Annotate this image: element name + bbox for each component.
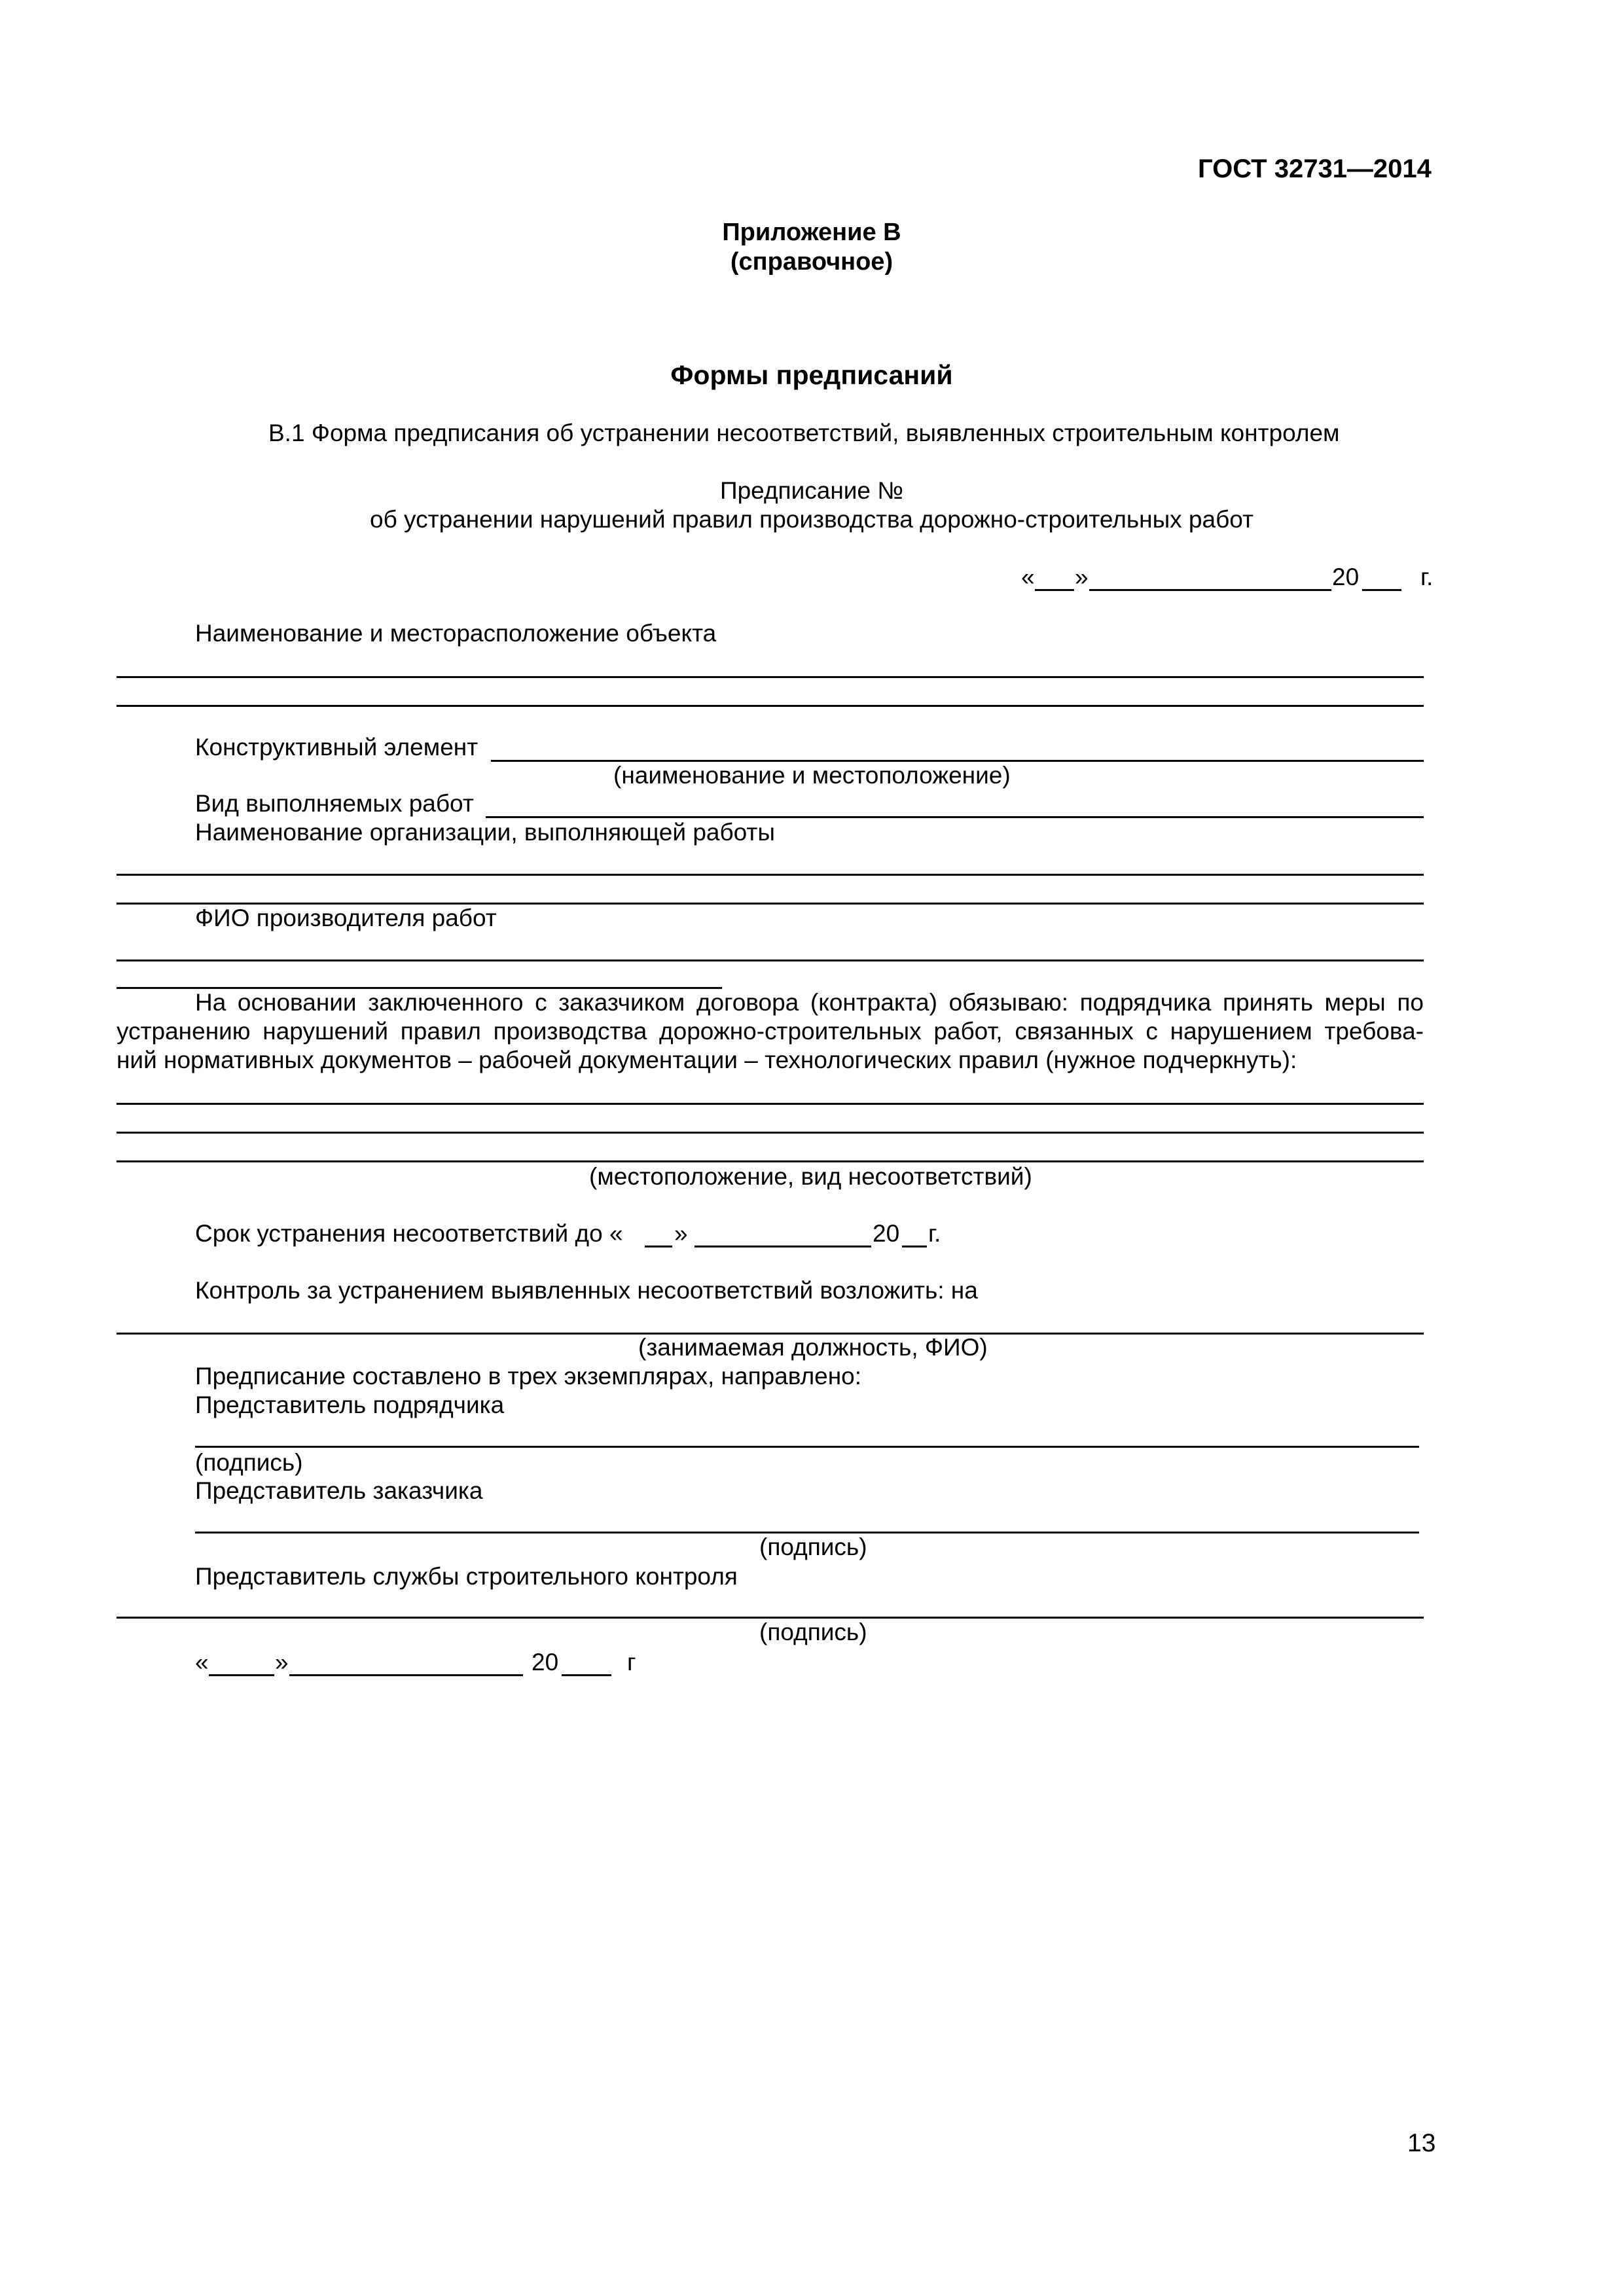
final-date-year-line[interactable]: [562, 1674, 611, 1676]
control-hint: (занимаемая должность, ФИО): [638, 1334, 988, 1361]
body-line-2: устранению нарушений правил производства дорожно-строительных работ, связанных с нарушением требова-: [117, 1018, 1424, 1045]
deadline-month-line[interactable]: [695, 1246, 871, 1247]
object-line-1[interactable]: [117, 676, 1424, 678]
date-open-quote: «: [1021, 564, 1035, 590]
control-label: Контроль за устранением выявленных несоответствий возложить: на: [195, 1277, 978, 1304]
location-hint: (местоположение, вид несоответствий): [589, 1163, 1032, 1190]
control-service-signature-hint: (подпись): [759, 1619, 867, 1645]
final-date-year-prefix: 20: [532, 1649, 559, 1676]
date-year-suffix: г.: [1420, 564, 1434, 590]
prescription-subtitle: об устранении нарушений правил производства дорожно-строительных работ: [370, 506, 1254, 533]
deadline-day-line[interactable]: [645, 1246, 672, 1247]
location-line-2[interactable]: [117, 1132, 1424, 1134]
customer-signature-hint: (подпись): [759, 1534, 867, 1560]
standard-number: ГОСТ 32731—2014: [1198, 154, 1432, 183]
distribution-intro: Предписание составлено в трех экземплярах, направлено:: [195, 1363, 862, 1390]
manager-label: ФИО производителя работ: [195, 905, 497, 931]
control-service-label: Представитель службы строительного контроля: [195, 1563, 738, 1590]
body-line-3: ний нормативных документов – рабочей документации – технологических правил (нужное подчеркнуть):: [117, 1047, 1297, 1073]
object-label: Наименование и месторасположение объекта: [195, 620, 717, 647]
date-year-line: [1362, 589, 1401, 591]
prescription-title: Предписание №: [720, 477, 903, 504]
subsection-title: В.1 Форма предписания об устранении несоответствий, выявленных строительным контролем: [268, 420, 1340, 446]
deadline-close-quote: »: [674, 1220, 688, 1247]
final-date-day-line[interactable]: [209, 1674, 274, 1676]
contractor-signature-line[interactable]: [195, 1446, 1419, 1448]
element-hint: (наименование и местоположение): [613, 762, 1011, 789]
page-number: 13: [1407, 2129, 1436, 2157]
final-date-close-quote: »: [275, 1649, 289, 1676]
contractor-label: Представитель подрядчика: [195, 1391, 505, 1418]
customer-label: Представитель заказчика: [195, 1477, 483, 1504]
final-date-suffix: г: [627, 1649, 636, 1676]
manager-line-1[interactable]: [117, 960, 1424, 961]
final-date-open-quote: «: [195, 1649, 209, 1676]
organization-label: Наименование организации, выполняющей работы: [195, 819, 775, 846]
date-day-line: [1035, 589, 1074, 591]
organization-line-1[interactable]: [117, 874, 1424, 876]
appendix-title: Приложение В: [722, 219, 901, 246]
work-type-label: Вид выполняемых работ: [195, 790, 474, 817]
deadline-year-line[interactable]: [902, 1246, 927, 1247]
section-title: Формы предписаний: [670, 360, 953, 390]
appendix-kind: (справочное): [730, 248, 893, 276]
element-label: Конструктивный элемент: [195, 734, 478, 761]
location-line-1[interactable]: [117, 1103, 1424, 1105]
final-date-month-line[interactable]: [289, 1674, 523, 1676]
date-year-prefix: 20: [1332, 564, 1360, 590]
deadline-label: Срок устранения несоответствий до «: [195, 1220, 623, 1247]
object-line-2[interactable]: [117, 705, 1424, 707]
deadline-year-prefix: 20: [873, 1220, 900, 1247]
date-month-line: [1089, 589, 1331, 591]
date-close-quote: »: [1075, 564, 1089, 590]
deadline-year-suffix: г.: [928, 1220, 941, 1247]
body-line-1: На основании заключенного с заказчиком договора (контракта) обязываю: подрядчика принять меры по: [195, 989, 1424, 1016]
contractor-signature-hint: (подпись): [195, 1449, 303, 1476]
